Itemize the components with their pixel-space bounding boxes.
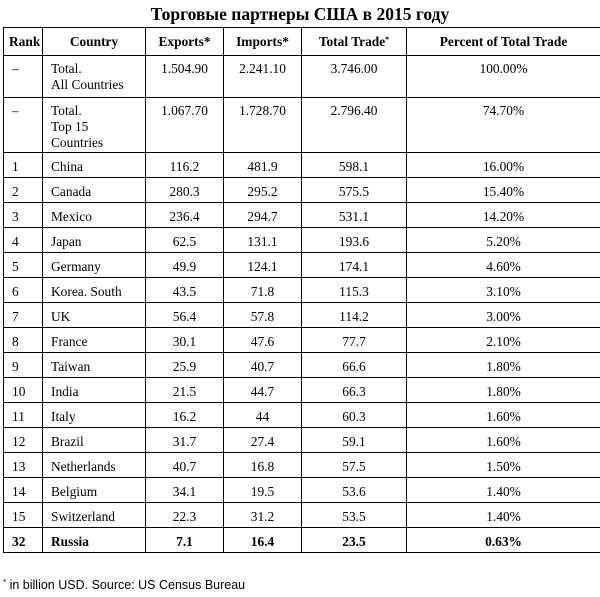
country-line: Total. (51, 61, 82, 76)
cell-percent: 1.50% (407, 453, 600, 478)
cell-country (43, 98, 146, 153)
cell-exports: 34.1 (146, 478, 224, 503)
cell-total: 60.3 (302, 403, 407, 428)
table-row (4, 478, 600, 503)
cell-exports: 56.4 (146, 303, 224, 328)
header-total-trade-mark: * (385, 34, 390, 44)
cell-country: Canada (43, 178, 146, 203)
footnote (3, 577, 245, 593)
footnote-text: in billion USD. Source: US Census Bureau (6, 578, 246, 592)
cell-percent: 5.20% (407, 228, 600, 253)
cell-total: 77.7 (302, 328, 407, 353)
cell-imports: 31.2 (224, 503, 302, 528)
header-rank: Rank (4, 28, 43, 56)
cell-rank: 7 (4, 303, 43, 328)
cell-exports: 7.1 (146, 528, 224, 553)
summary-row-top-15 (4, 98, 600, 153)
cell-exports: 1.504.90 (146, 56, 224, 98)
table-row (4, 278, 600, 303)
cell-rank: 12 (4, 428, 43, 453)
cell-country: Switzerland (43, 503, 146, 528)
cell-country: France (43, 328, 146, 353)
cell-exports: 49.9 (146, 253, 224, 278)
country-line: Total. (51, 103, 82, 118)
cell-exports: 116.2 (146, 153, 224, 178)
cell-exports: 30.1 (146, 328, 224, 353)
cell-total: 115.3 (302, 278, 407, 303)
cell-total: 23.5 (302, 528, 407, 553)
cell-rank: 3 (4, 203, 43, 228)
cell-total: 174.1 (302, 253, 407, 278)
table-row-highlight (4, 528, 600, 553)
cell-total: 53.6 (302, 478, 407, 503)
cell-exports: 280.3 (146, 178, 224, 203)
cell-imports: 16.4 (224, 528, 302, 553)
page-title: Торговые партнеры США в 2015 году (150, 4, 450, 24)
cell-percent: 14.20% (407, 203, 600, 228)
table-row (4, 253, 600, 278)
cell-country: UK (43, 303, 146, 328)
cell-country: Brazil (43, 428, 146, 453)
cell-total: 598.1 (302, 153, 407, 178)
table-row (4, 178, 600, 203)
cell-exports: 31.7 (146, 428, 224, 453)
cell-country: Taiwan (43, 353, 146, 378)
cell-percent: 1.60% (407, 403, 600, 428)
table-row (4, 228, 600, 253)
cell-imports: 71.8 (224, 278, 302, 303)
cell-total: 57.5 (302, 453, 407, 478)
cell-country: Belgium (43, 478, 146, 503)
cell-country: Netherlands (43, 453, 146, 478)
table-row (4, 428, 600, 453)
cell-imports: 2.241.10 (224, 56, 302, 98)
cell-percent: 16.00% (407, 153, 600, 178)
cell-percent: 3.10% (407, 278, 600, 303)
cell-total: 66.6 (302, 353, 407, 378)
cell-total: 575.5 (302, 178, 407, 203)
table-row (4, 303, 600, 328)
cell-rank: 15 (4, 503, 43, 528)
table-row (4, 403, 600, 428)
table-row (4, 203, 600, 228)
cell-rank: 11 (4, 403, 43, 428)
cell-imports: 27.4 (224, 428, 302, 453)
cell-percent: 3.00% (407, 303, 600, 328)
cell-percent: 1.60% (407, 428, 600, 453)
country-line: All Countries (51, 77, 124, 92)
cell-exports: 1.067.70 (146, 98, 224, 153)
table-row (4, 328, 600, 353)
cell-country: Mexico (43, 203, 146, 228)
cell-rank: 1 (4, 153, 43, 178)
cell-rank: – (4, 98, 43, 153)
cell-exports: 43.5 (146, 278, 224, 303)
cell-total: 114.2 (302, 303, 407, 328)
cell-percent: 1.80% (407, 378, 600, 403)
cell-exports: 236.4 (146, 203, 224, 228)
cell-rank: 13 (4, 453, 43, 478)
cell-percent: 2.10% (407, 328, 600, 353)
cell-percent: 1.40% (407, 478, 600, 503)
cell-imports: 44.7 (224, 378, 302, 403)
cell-imports: 57.8 (224, 303, 302, 328)
cell-imports: 294.7 (224, 203, 302, 228)
cell-percent: 74.70% (407, 98, 600, 153)
cell-rank: 14 (4, 478, 43, 503)
cell-rank: 32 (4, 528, 43, 553)
cell-total: 3.746.00 (302, 56, 407, 98)
cell-exports: 21.5 (146, 378, 224, 403)
summary-row-all-countries (4, 56, 600, 98)
cell-percent: 1.40% (407, 503, 600, 528)
footnote-mark: * (3, 578, 7, 587)
cell-country: Russia (43, 528, 146, 553)
cell-exports: 22.3 (146, 503, 224, 528)
cell-country: China (43, 153, 146, 178)
cell-imports: 481.9 (224, 153, 302, 178)
cell-percent: 100.00% (407, 56, 600, 98)
cell-rank: 8 (4, 328, 43, 353)
cell-rank: 2 (4, 178, 43, 203)
cell-total: 2.796.40 (302, 98, 407, 153)
cell-rank: 4 (4, 228, 43, 253)
cell-total: 53.5 (302, 503, 407, 528)
cell-rank: 10 (4, 378, 43, 403)
cell-percent: 15.40% (407, 178, 600, 203)
header-total-trade (302, 28, 407, 56)
cell-percent: 0.63% (407, 528, 600, 553)
cell-country: India (43, 378, 146, 403)
header-percent: Percent of Total Trade (407, 28, 600, 56)
cell-exports: 16.2 (146, 403, 224, 428)
cell-rank: – (4, 56, 43, 98)
cell-imports: 40.7 (224, 353, 302, 378)
header-total-trade-label: Total Trade (318, 33, 386, 49)
cell-imports: 16.8 (224, 453, 302, 478)
cell-imports: 44 (224, 403, 302, 428)
cell-country: Korea. South (43, 278, 146, 303)
table-row (4, 378, 600, 403)
header-imports: Imports* (224, 28, 302, 56)
cell-total: 59.1 (302, 428, 407, 453)
cell-rank: 5 (4, 253, 43, 278)
cell-imports: 47.6 (224, 328, 302, 353)
cell-total: 66.3 (302, 378, 407, 403)
cell-imports: 131.1 (224, 228, 302, 253)
cell-imports: 124.1 (224, 253, 302, 278)
cell-imports: 295.2 (224, 178, 302, 203)
cell-imports: 19.5 (224, 478, 302, 503)
country-line: Countries (51, 135, 104, 150)
table-row (4, 503, 600, 528)
cell-percent: 1.80% (407, 353, 600, 378)
cell-percent: 4.60% (407, 253, 600, 278)
cell-country (43, 56, 146, 98)
cell-exports: 40.7 (146, 453, 224, 478)
table-row (4, 353, 600, 378)
cell-total: 193.6 (302, 228, 407, 253)
table-row (4, 153, 600, 178)
table-body (4, 56, 600, 553)
cell-rank: 6 (4, 278, 43, 303)
cell-rank: 9 (4, 353, 43, 378)
cell-exports: 62.5 (146, 228, 224, 253)
country-line: Top 15 (51, 119, 89, 134)
trade-partners-table (3, 27, 600, 553)
table-row (4, 453, 600, 478)
table-header-row (4, 28, 600, 56)
cell-country: Japan (43, 228, 146, 253)
cell-total: 531.1 (302, 203, 407, 228)
cell-country: Italy (43, 403, 146, 428)
header-country: Country (43, 28, 146, 56)
header-exports: Exports* (146, 28, 224, 56)
cell-imports: 1.728.70 (224, 98, 302, 153)
cell-country: Germany (43, 253, 146, 278)
cell-exports: 25.9 (146, 353, 224, 378)
